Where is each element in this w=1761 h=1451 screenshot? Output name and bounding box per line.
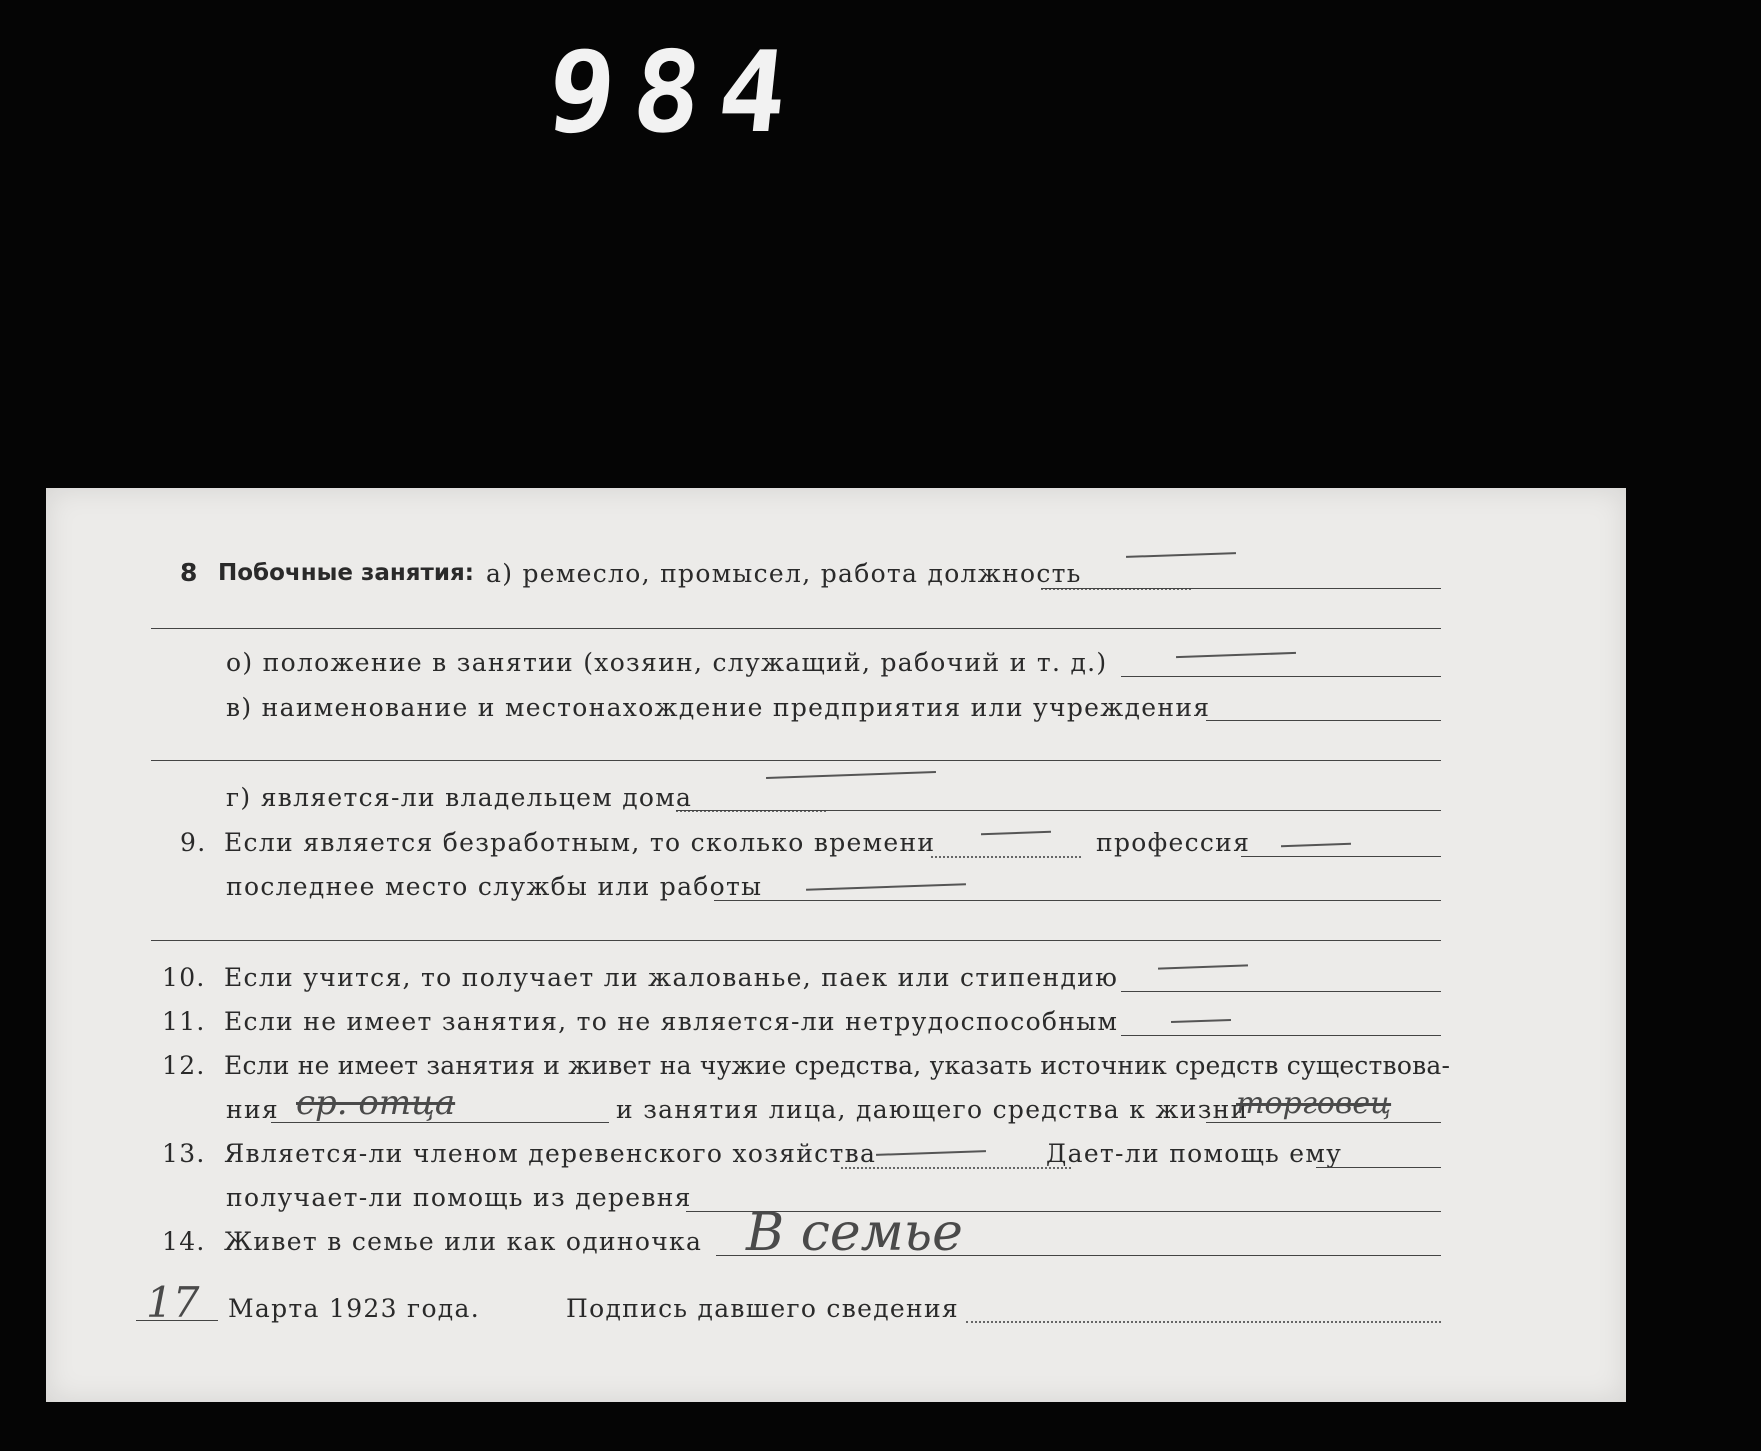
q9-last-place-label: последнее место службы или работы bbox=[226, 872, 763, 901]
q8a-line-2 bbox=[151, 628, 1441, 629]
q9-profession-label: профессия bbox=[1096, 828, 1251, 857]
q8b-label: о) положение в занятии (хозяин, служащий, рабочий и т. д.) bbox=[226, 648, 1108, 677]
q12-occupation-line bbox=[1206, 1122, 1441, 1123]
q12-cont-label: ния bbox=[226, 1095, 279, 1124]
frame-number: 984 bbox=[541, 28, 812, 158]
q8g-dash-mark bbox=[766, 771, 936, 779]
q8v-line-2 bbox=[151, 760, 1441, 761]
q13-help-gives-line bbox=[1316, 1167, 1441, 1168]
q8b-dash-mark bbox=[1176, 652, 1296, 658]
q9-profession-line bbox=[1241, 856, 1441, 857]
q8a-line bbox=[1041, 588, 1441, 589]
q8v-label: в) наименование и местонахождение предприятия или учреждения bbox=[226, 693, 1211, 722]
q9-last-place-dash bbox=[806, 883, 966, 891]
footer-signature-label: Подпись давшего сведения bbox=[566, 1294, 959, 1323]
footer-month-year: Марта 1923 года. bbox=[228, 1294, 480, 1323]
q12-number: 12. bbox=[162, 1051, 206, 1080]
q13-help-gives-label: Дает-ли помощь ему bbox=[1046, 1139, 1343, 1168]
q9-label: Если является безработным, то сколько времени bbox=[224, 828, 936, 857]
q9-time-dots bbox=[931, 856, 1081, 858]
q10-dash bbox=[1158, 964, 1248, 969]
q10-number: 10. bbox=[162, 963, 206, 992]
q9-line-2 bbox=[151, 940, 1441, 941]
census-form-card bbox=[46, 488, 1626, 1402]
footer-day-line bbox=[136, 1320, 218, 1321]
q13-help-receives-label: получает-ли помощь из деревня bbox=[226, 1183, 692, 1212]
q9-number: 9. bbox=[180, 828, 207, 857]
q12-label: Если не имеет занятия и живет на чужие средства, указать источник средств существова- bbox=[224, 1051, 1451, 1080]
q10-line bbox=[1121, 991, 1441, 992]
q14-handwriting: В семье bbox=[746, 1203, 963, 1263]
q9-time-dash bbox=[981, 831, 1051, 835]
q14-number: 14. bbox=[162, 1227, 206, 1256]
q13-dots bbox=[841, 1167, 1071, 1169]
q13-label: Является-ли членом деревенского хозяйства bbox=[224, 1139, 877, 1168]
q8a-dash-mark bbox=[1126, 552, 1236, 558]
q9-last-place-line bbox=[714, 900, 1441, 901]
q8b-line bbox=[1121, 676, 1441, 677]
q11-line bbox=[1121, 1035, 1441, 1036]
footer-day-handwriting: 17 bbox=[146, 1278, 200, 1327]
q11-dash bbox=[1171, 1019, 1231, 1023]
q13-dash bbox=[876, 1150, 986, 1156]
q14-label: Живет в семье или как одиночка bbox=[224, 1227, 703, 1256]
q8a-label: а) ремесло, промысел, работа должность bbox=[486, 559, 1082, 588]
q10-label: Если учится, то получает ли жалованье, паек или стипендию bbox=[224, 963, 1119, 992]
q11-label: Если не имеет занятия, то не является-ли нетрудоспособным bbox=[224, 1007, 1119, 1036]
footer-signature-dots bbox=[966, 1321, 1441, 1323]
q12-second-label: и занятия лица, дающего средства к жизни bbox=[616, 1095, 1249, 1124]
q13-number: 13. bbox=[162, 1139, 206, 1168]
q8v-line bbox=[1206, 720, 1441, 721]
q9-profession-dash bbox=[1281, 843, 1351, 847]
q12-occupation-handwriting: торговец bbox=[1236, 1086, 1392, 1121]
q11-number: 11. bbox=[162, 1007, 206, 1036]
q8g-label: г) является-ли владельцем дома bbox=[226, 783, 693, 812]
q12-source-handwriting: ср. отца bbox=[296, 1083, 456, 1123]
q8-number: 8 bbox=[180, 558, 198, 587]
q8-title: Побочные занятия: bbox=[218, 560, 474, 586]
q8g-line bbox=[676, 810, 1441, 811]
